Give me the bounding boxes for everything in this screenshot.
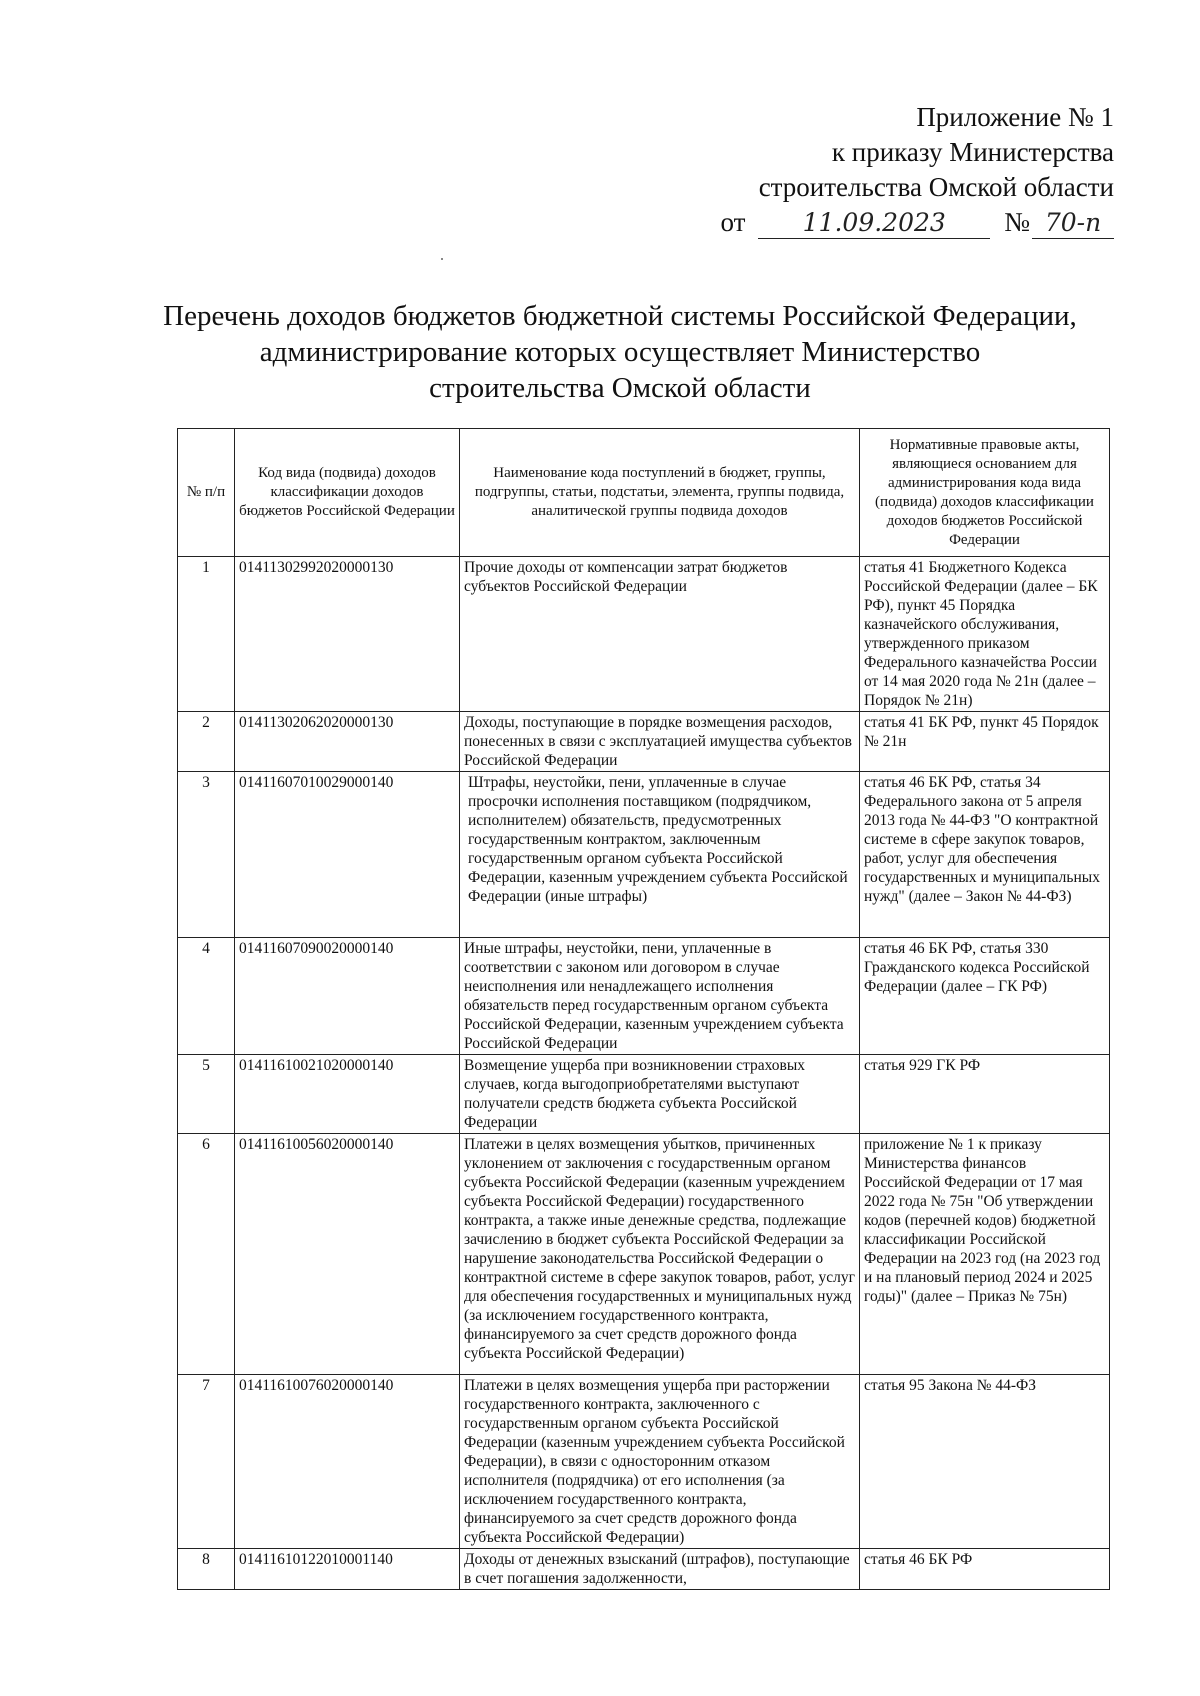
row-code: 01411607090020000140	[235, 938, 460, 1055]
table-row	[178, 1549, 1110, 1590]
row-acts: статья 46 БК РФ	[860, 1549, 1110, 1590]
document-title	[120, 298, 1120, 406]
header-name: Наименование кода поступлений в бюджет, группы, подгруппы, статьи, подстатьи, элемента, группы подвида, аналитической группы подвида доходов	[460, 429, 860, 557]
row-num: 4	[178, 938, 235, 1055]
annex-line-2: к приказу Министерства	[831, 137, 1114, 167]
row-num: 8	[178, 1549, 235, 1590]
handwritten-date: 11.09.2023	[758, 208, 990, 239]
row-code: 01411302992020000130	[235, 557, 460, 712]
row-num: 5	[178, 1055, 235, 1134]
table-row	[178, 557, 1110, 712]
row-num: 6	[178, 1134, 235, 1375]
row-name: Штрафы, неустойки, пени, уплаченные в случае просрочки исполнения поставщиком (подрядчиком, исполнителем) обязательств, предусмотренных государственным контрактом, заключенным государственным органом субъекта Российской Федерации, казенным учреждением субъекта Российской Федерации (иные штрафы)	[460, 772, 860, 938]
table-row	[178, 1055, 1110, 1134]
income-table	[177, 428, 1110, 1590]
handwritten-number: 70-п	[1032, 208, 1114, 239]
header-code: Код вида (подвида) доходов классификации доходов бюджетов Российской Федерации	[235, 429, 460, 557]
table-row	[178, 712, 1110, 772]
row-acts: статья 41 Бюджетного Кодекса Российской Федерации (далее – БК РФ), пункт 45 Порядка казначейского обслуживания, утвержденного приказом Федерального казначейства России от 14 мая 2020 года № 21н (далее – Порядок № 21н)	[860, 557, 1110, 712]
annex-header	[721, 100, 1114, 240]
row-num: 1	[178, 557, 235, 712]
row-code: 01411607010029000140	[235, 772, 460, 938]
row-acts: статья 46 БК РФ, статья 330 Гражданского кодекса Российской Федерации (далее – ГК РФ)	[860, 938, 1110, 1055]
row-name: Прочие доходы от компенсации затрат бюджетов субъектов Российской Федерации	[460, 557, 860, 712]
row-num: 2	[178, 712, 235, 772]
row-name: Доходы, поступающие в порядке возмещения расходов, понесенных в связи с эксплуатацией имущества субъектов Российской Федерации	[460, 712, 860, 772]
row-acts: статья 95 Закона № 44-ФЗ	[860, 1375, 1110, 1549]
title-line-2: администрирование которых осуществляет Министерство	[259, 336, 981, 368]
row-code: 01411302062020000130	[235, 712, 460, 772]
header-acts: Нормативные правовые акты, являющиеся основанием для администрирования кода вида (подвида) доходов классификации доходов бюджетов Российской Федерации	[860, 429, 1110, 557]
row-num: 3	[178, 772, 235, 938]
row-code: 01411610076020000140	[235, 1375, 460, 1549]
date-prefix: от	[720, 207, 746, 237]
row-acts: статья 41 БК РФ, пункт 45 Порядок № 21н	[860, 712, 1110, 772]
row-name: Платежи в целях возмещения убытков, причиненных уклонением от заключения с государственным органом субъекта Российской Федерации (казенным учреждением субъекта Российской Федерации) государственного контракта, а также иные денежные средства, подлежащие зачислению в бюджет субъекта Российской Федерации за нарушение законодательства Российской Федерации о контрактной системе в сфере закупок товаров, работ, услуг для обеспечения государственных и муниципальных нужд (за исключением государственного контракта, финансируемого за счет средств дорожного фонда субъекта Российской Федерации)	[460, 1134, 860, 1375]
table-row	[178, 938, 1110, 1055]
table-row	[178, 1375, 1110, 1549]
title-line-1: Перечень доходов бюджетов бюджетной системы Российской Федерации,	[163, 300, 1077, 332]
annex-line-3: строительства Омской области	[758, 172, 1114, 202]
table-header-row	[178, 429, 1110, 557]
row-name: Возмещение ущерба при возникновении страховых случаев, когда выгодоприобретателями выступают получатели средств бюджета субъекта Российской Федерации	[460, 1055, 860, 1134]
row-code: 01411610056020000140	[235, 1134, 460, 1375]
table-row	[178, 1134, 1110, 1375]
annex-date-number-line	[721, 205, 1114, 240]
annex-line-1: Приложение № 1	[916, 102, 1114, 132]
row-acts: приложение № 1 к приказу Министерства финансов Российской Федерации от 17 мая 2022 года № 75н "Об утверждении кодов (перечней кодов) бюджетной классификации Российской Федерации на 2023 год (на 2023 год и на плановый период 2024 и 2025 годы)" (далее – Приказ № 75н)	[860, 1134, 1110, 1375]
table-row	[178, 772, 1110, 938]
scan-speck	[441, 258, 443, 260]
title-line-3: строительства Омской области	[429, 372, 811, 404]
row-name: Платежи в целях возмещения ущерба при расторжении государственного контракта, заключенного с государственным органом субъекта Российской Федерации (казенным учреждением субъекта Российской Федерации), в связи с односторонним отказом исполнителя (подрядчика) от его исполнения (за исключением государственного контракта, финансируемого за счет средств дорожного фонда субъекта Российской Федерации)	[460, 1375, 860, 1549]
row-acts: статья 929 ГК РФ	[860, 1055, 1110, 1134]
row-num: 7	[178, 1375, 235, 1549]
number-prefix: №	[1004, 207, 1030, 237]
row-name: Доходы от денежных взысканий (штрафов), поступающие в счет погашения задолженности,	[460, 1549, 860, 1590]
row-code: 01411610122010001140	[235, 1549, 460, 1590]
header-num: № п/п	[178, 429, 235, 557]
row-acts: статья 46 БК РФ, статья 34 Федерального закона от 5 апреля 2013 года № 44-ФЗ "О контрактной системе в сфере закупок товаров, работ, услуг для обеспечения государственных и муниципальных нужд" (далее – Закон № 44-ФЗ)	[860, 772, 1110, 938]
row-name: Иные штрафы, неустойки, пени, уплаченные в соответствии с законом или договором в случае неисполнения или ненадлежащего исполнения обязательств перед государственным органом субъекта Российской Федерации, казенным учреждением субъекта Российской Федерации	[460, 938, 860, 1055]
row-code: 01411610021020000140	[235, 1055, 460, 1134]
